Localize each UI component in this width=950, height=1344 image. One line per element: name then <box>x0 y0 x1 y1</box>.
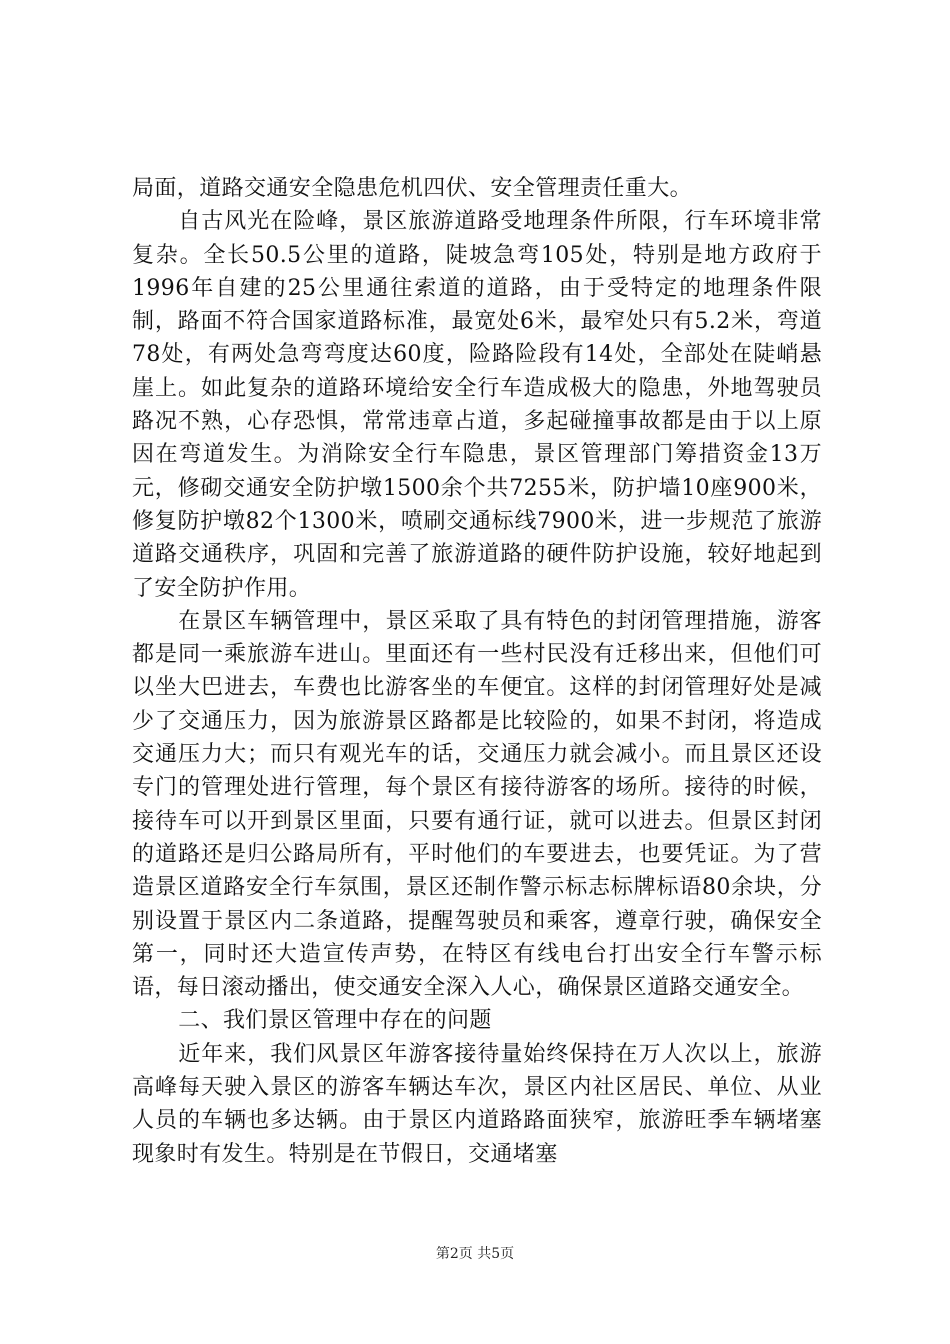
paragraph-recent-years: 近年来，我们风景区年游客接待量始终保持在万人次以上，旅游高峰每天驶入景区的游客车辆达车次，景区内社区居民、单位、从业人员的车辆也多达辆。由于景区内道路路面狭窄，旅游旺季车辆堵塞现象时有发生。特别是在节假日，交通堵塞 <box>132 1041 822 1167</box>
paragraph-continuation: 局面，道路交通安全隐患危机四伏、安全管理责任重大。 <box>132 176 693 201</box>
section-heading-problems: 二、我们景区管理中存在的问题 <box>178 1008 492 1034</box>
paragraph-vehicle-management: 在景区车辆管理中，景区采取了具有特色的封闭管理措施，游客都是同一乘旅游车进山。里面还有一些村民没有迁移出来，但他们可以坐大巴进去，车费也比游客坐的车便宜。这样的封闭管理好处是减少了交通压力，因为旅游景区路都是比较险的，如果不封闭，将造成交通压力大；而只有观光车的话，交通压力就会减小。而且景区还设专门的管理处进行管理，每个景区有接待游客的场所。接待的时候，接待车可以开到景区里面，只要有通行证，就可以进去。但景区封闭的道路还是归公路局所有，平时他们的车要进去，也要凭证。为了营造景区道路安全行车氛围，景区还制作警示标志标牌标语80余块，分别设置于景区内二条道路，提醒驾驶员和乘客，遵章行驶，确保安全第一，同时还大造宣传声势，在特区有线电台打出安全行车警示标语，每日滚动播出，使交通安全深入人心，确保景区道路交通安全。 <box>132 608 822 1001</box>
page-number-footer: 第2页 共5页 <box>435 1246 515 1262</box>
paragraph-road-conditions: 自古风光在险峰，景区旅游道路受地理条件所限，行车环境非常复杂。全长50.5公里的道路，陡坡急弯105处，特别是地方政府于1996年自建的25公里通往索道的道路，由于受特定的地理条件限制，路面不符合国家道路标准，最宽处6米，最窄处只有5.2米，弯道78处，有两处急弯弯度达60度，险路险段有14处，全部处在陡峭悬崖上。如此复杂的道路环境给安全行车造成极大的隐患，外地驾驶员路况不熟，心存恐惧，常常违章占道，多起碰撞事故都是由于以上原因在弯道发生。为消除安全行车隐患，景区管理部门筹措资金13万元，修砌交通安全防护墩1500余个共7255米，防护墙10座900米，修复防护墩82个1300米，喷刷交通标线7900米，进一步规范了旅游道路交通秩序，巩固和完善了旅游道路的硬件防护设施，较好地起到了安全防护作用。 <box>132 209 822 601</box>
document-body <box>132 172 822 1171</box>
